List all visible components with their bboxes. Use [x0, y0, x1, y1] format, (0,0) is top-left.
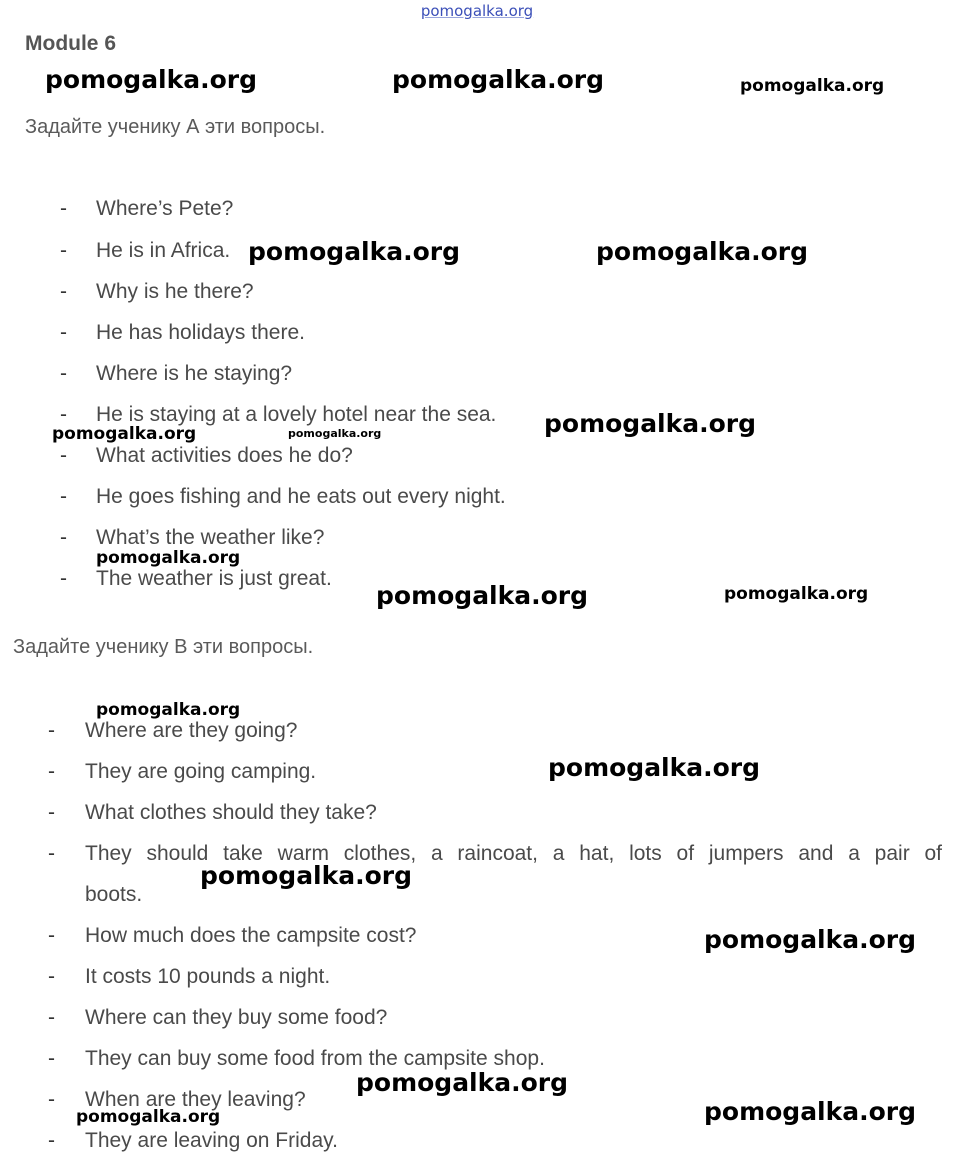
- watermark-text: pomogalka.org: [52, 424, 197, 444]
- list-dash: -: [60, 403, 67, 426]
- list-item: He goes fishing and he eats out every night.: [96, 485, 506, 508]
- list-dash: -: [60, 321, 67, 344]
- list-dash: -: [48, 924, 55, 947]
- list-item: He is staying at a lovely hotel near the sea.: [96, 403, 497, 426]
- watermark-text: pomogalka.org: [544, 409, 757, 438]
- list-dash: -: [48, 801, 55, 824]
- list-dash: -: [60, 280, 67, 303]
- list-dash: -: [48, 842, 55, 865]
- watermark-text: pomogalka.org: [76, 1107, 221, 1127]
- watermark-text: pomogalka.org: [376, 581, 589, 610]
- list-dash: -: [60, 239, 67, 262]
- watermark-text: pomogalka.org: [248, 237, 461, 266]
- watermark-text: pomogalka.org: [356, 1068, 569, 1097]
- watermark-text: pomogalka.org: [200, 861, 413, 890]
- list-dash: -: [60, 567, 67, 590]
- list-item: He is in Africa.: [96, 239, 231, 262]
- list-item: They are leaving on Friday.: [85, 1129, 338, 1152]
- list-item: They can buy some food from the campsite shop.: [85, 1047, 545, 1070]
- list-item: The weather is just great.: [96, 567, 332, 590]
- list-dash: -: [60, 444, 67, 467]
- watermark-text: pomogalka.org: [740, 76, 885, 96]
- list-item: They should take warm clothes, a raincoat, a hat, lots of jumpers and a pair of: [85, 842, 942, 865]
- list-item: What clothes should they take?: [85, 801, 377, 824]
- list-item: What’s the weather like?: [96, 526, 325, 549]
- list-dash: -: [60, 485, 67, 508]
- list-dash: -: [48, 1129, 55, 1152]
- section-a-intro: Задайте ученику А эти вопросы.: [25, 116, 326, 138]
- list-item: They are going camping.: [85, 760, 317, 783]
- list-dash: -: [48, 1047, 55, 1070]
- list-item: What activities does he do?: [96, 444, 353, 467]
- list-item: Where are they going?: [85, 719, 298, 742]
- watermark-text: pomogalka.org: [596, 237, 809, 266]
- list-dash: -: [60, 197, 67, 220]
- list-item: When are they leaving?: [85, 1088, 306, 1111]
- list-item: Where can they buy some food?: [85, 1006, 388, 1029]
- watermark-text: pomogalka.org: [724, 584, 869, 604]
- list-dash: -: [48, 1006, 55, 1029]
- watermark-text: pomogalka.org: [392, 65, 605, 94]
- list-dash: -: [60, 526, 67, 549]
- watermark-text: pomogalka.org: [96, 548, 241, 568]
- list-item: Why is he there?: [96, 280, 254, 303]
- site-watermark-top: pomogalka.org: [420, 2, 534, 20]
- list-item: How much does the campsite cost?: [85, 924, 417, 947]
- list-dash: -: [48, 719, 55, 742]
- watermark-text: pomogalka.org: [548, 753, 761, 782]
- list-item-continuation: boots.: [85, 883, 143, 906]
- list-item: It costs 10 pounds a night.: [85, 965, 331, 988]
- watermark-text: pomogalka.org: [45, 65, 258, 94]
- list-item: Where’s Pete?: [96, 197, 234, 220]
- list-dash: -: [60, 362, 67, 385]
- list-item: He has holidays there.: [96, 321, 305, 344]
- list-item: Where is he staying?: [96, 362, 293, 385]
- list-dash: -: [48, 965, 55, 988]
- list-dash: -: [48, 1088, 55, 1111]
- watermark-text: pomogalka.org: [704, 1097, 917, 1126]
- page-title: Module 6: [25, 32, 117, 55]
- watermark-text: pomogalka.org: [704, 925, 917, 954]
- watermark-text: pomogalka.org: [96, 700, 241, 720]
- section-b-intro: Задайте ученику В эти вопросы.: [13, 636, 314, 658]
- watermark-text: pomogalka.org: [288, 427, 382, 440]
- list-dash: -: [48, 760, 55, 783]
